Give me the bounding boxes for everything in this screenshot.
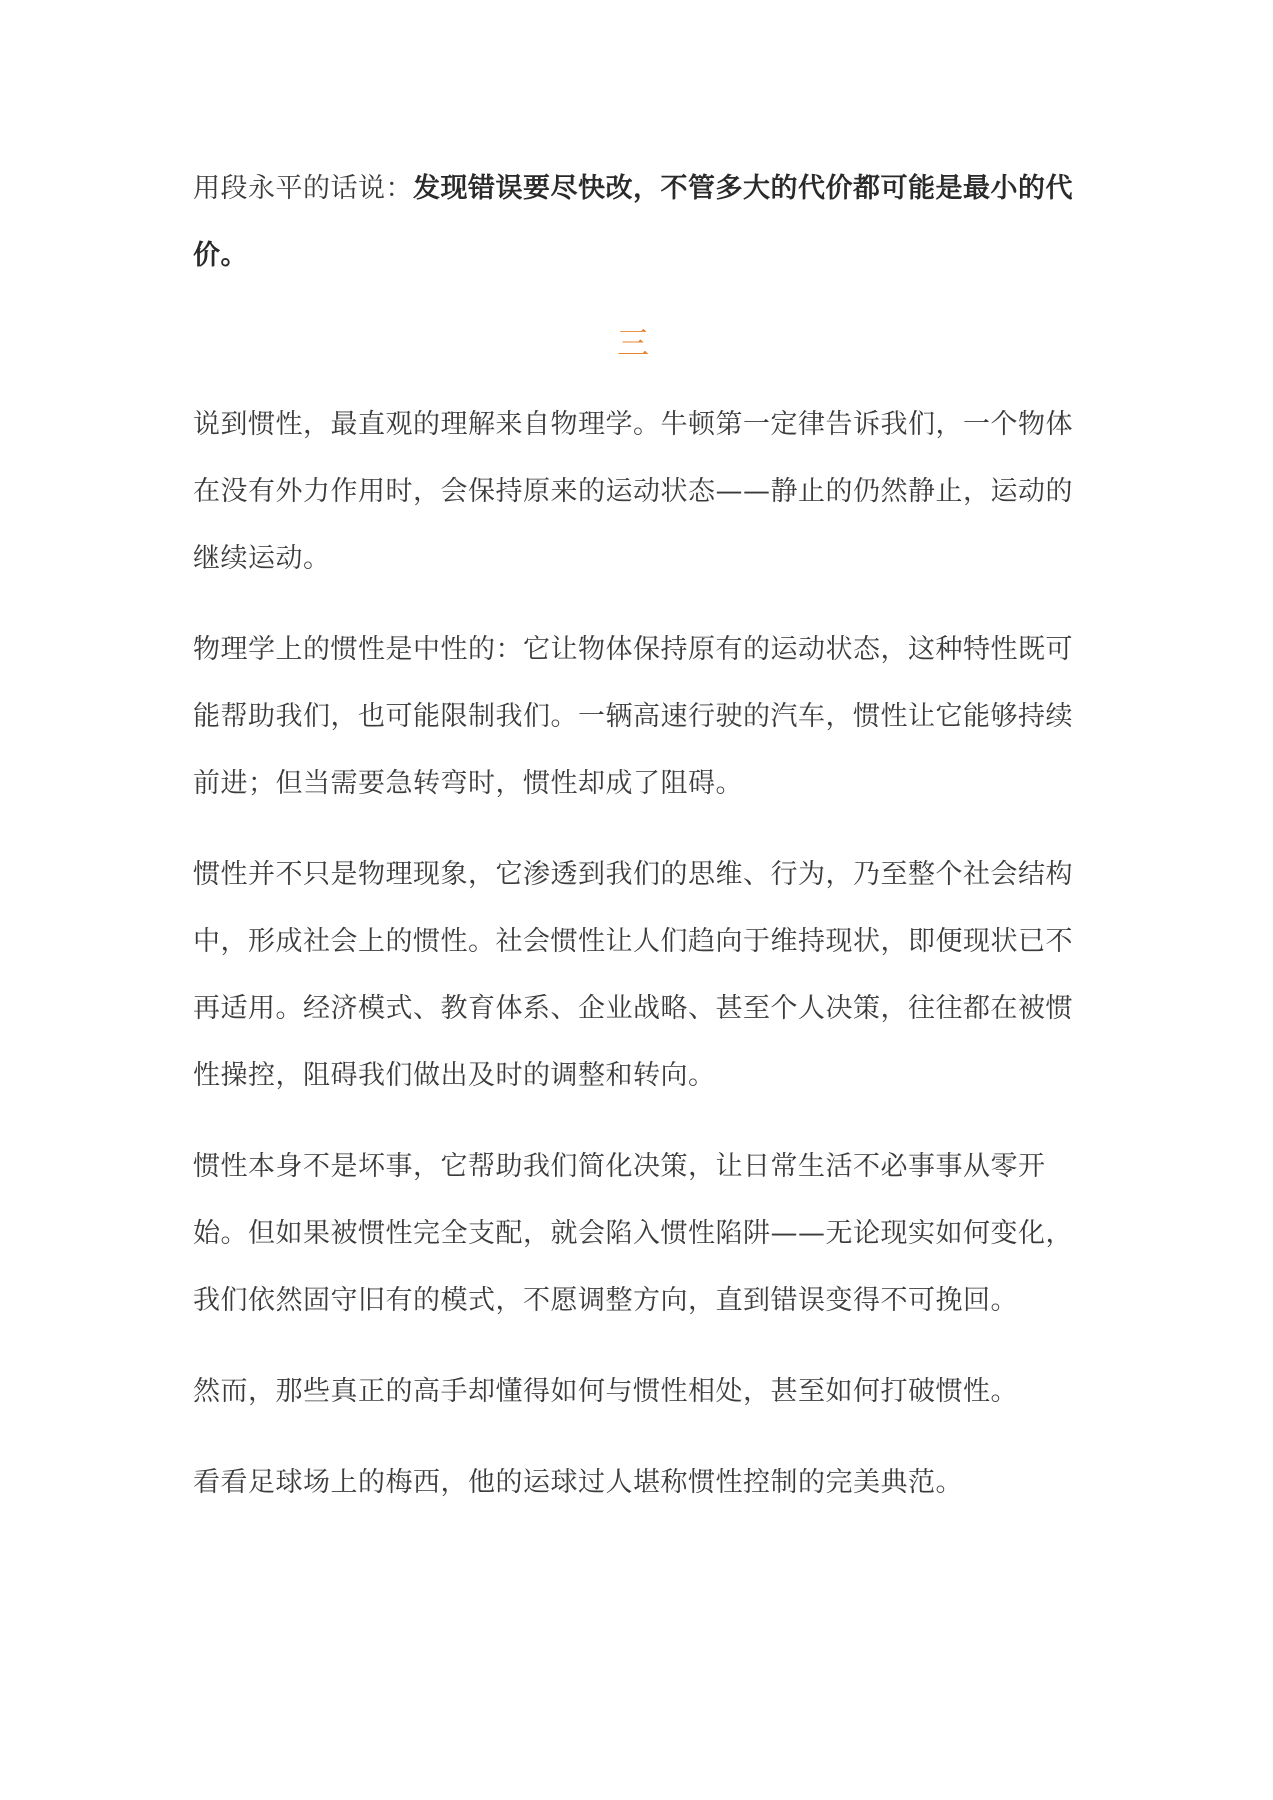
paragraph-3: 惯性并不只是物理现象，它渗透到我们的思维、行为，乃至整个社会结构中，形成社会上的惯性。社会惯性让人们趋向于维持现状，即便现状已不再适用。经济模式、教育体系、企业战略、甚至个人决策，往往都在被惯性操控，阻碍我们做出及时的调整和转向。 (193, 859, 1073, 1091)
quote-paragraph (193, 155, 1073, 289)
quote-prefix: 用段永平的话说： (193, 173, 413, 204)
paragraph-4: 惯性本身不是坏事，它帮助我们简化决策，让日常生活不必事事从零开始。但如果被惯性完全支配，就会陷入惯性陷阱——无论现实如何变化，我们依然固守旧有的模式，不愿调整方向，直到错误变得不可挽回。 (193, 1151, 1073, 1316)
paragraph-6: 看看足球场上的梅西，他的运球过人堪称惯性控制的完美典范。 (193, 1467, 963, 1498)
paragraph-1: 说到惯性，最直观的理解来自物理学。牛顿第一定律告诉我们，一个物体在没有外力作用时，会保持原来的运动状态——静止的仍然静止，运动的继续运动。 (193, 409, 1073, 574)
quote-bold: 发现错误要尽快改，不管多大的代价都可能是最小的代价。 (193, 173, 1073, 271)
article-body (193, 155, 1073, 1540)
section-number: 三 (616, 324, 649, 362)
paragraph-2: 物理学上的惯性是中性的：它让物体保持原有的运动状态，这种特性既可能帮助我们，也可能限制我们。一辆高速行驶的汽车，惯性让它能够持续前进；但当需要急转弯时，惯性却成了阻碍。 (193, 634, 1073, 799)
paragraph-5: 然而，那些真正的高手却懂得如何与惯性相处，甚至如何打破惯性。 (193, 1376, 1018, 1407)
